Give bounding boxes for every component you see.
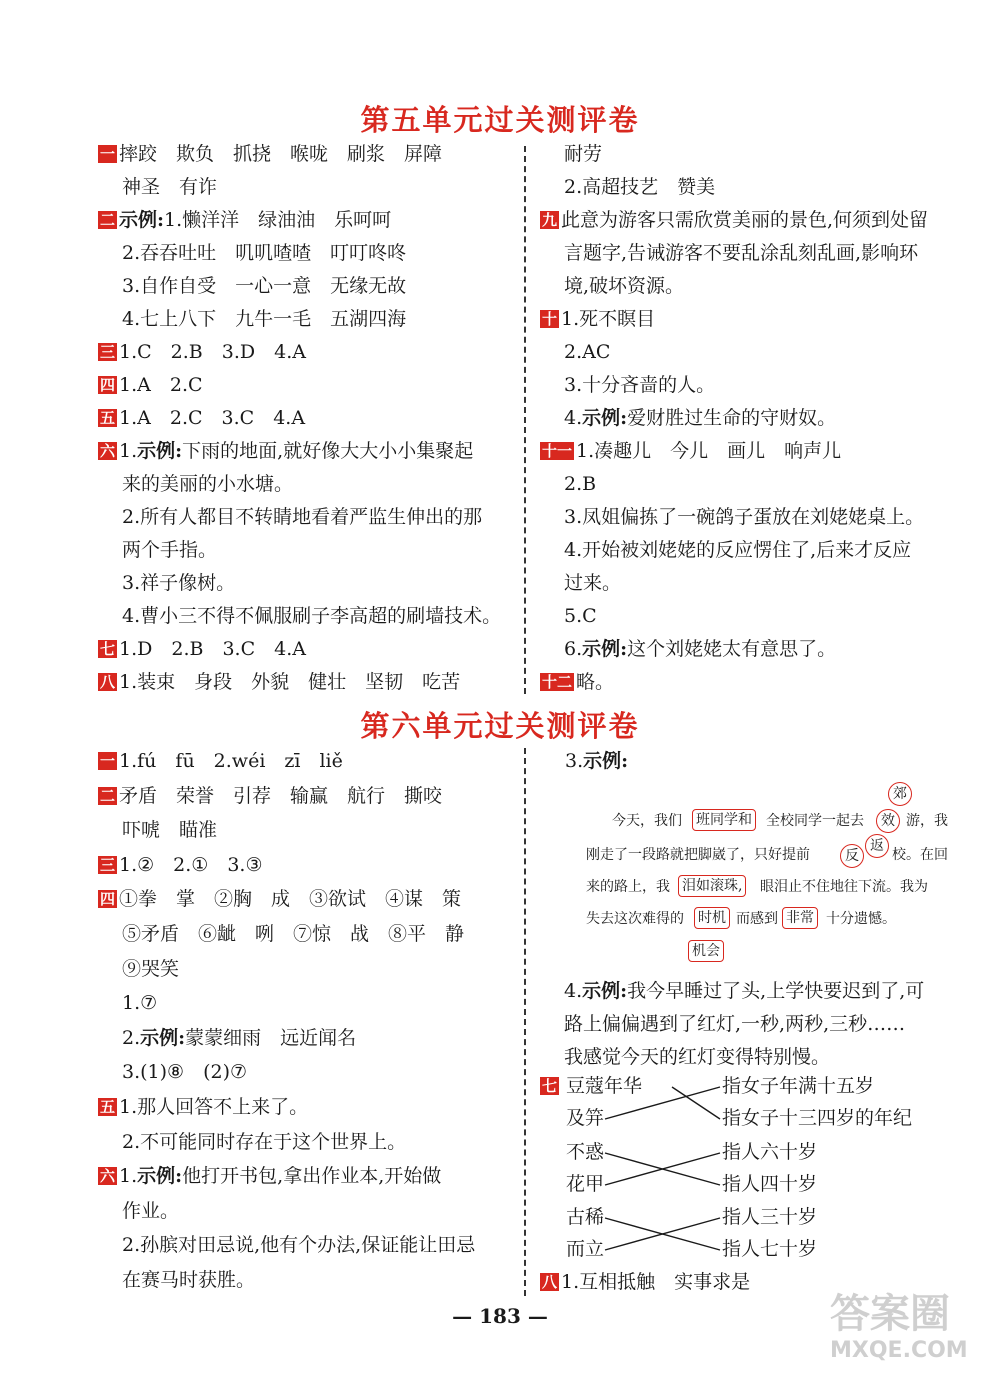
answer-line: 6.示例:这个刘姥姥太有意思了。 <box>564 638 837 660</box>
watermark: 答案圈 MXQE.COM <box>830 1291 968 1363</box>
answer-line: 3.自作自受 一心一意 无缘无故 <box>122 275 407 297</box>
answer-line: 4.示例:我今早睡过了头,上学快要迟到了,可 <box>564 980 925 1002</box>
answer-line: 一 1.fú fū 2.wéi zī liě <box>100 750 343 772</box>
question-number-badge: 八 <box>100 673 116 691</box>
correction-mark: 返 <box>865 834 889 858</box>
match-left-item: 古稀 <box>566 1206 605 1228</box>
question-number-badge: 十 <box>542 310 558 328</box>
answer-line: 3.祥子像树。 <box>122 572 236 594</box>
answer-line: 言题字,告诫游客不要乱涂乱刻乱画,影响环 <box>564 242 919 264</box>
section6-title: 第六单元过关测评卷 <box>360 709 640 743</box>
answer-line: 四 ①拳 掌 ②胸 成 ③欲试 ④谋 策 <box>100 888 462 911</box>
answer-line: 十一 1.凑趣儿 今儿 画儿 响声儿 <box>542 440 842 462</box>
answer-line: 五 1.A 2.C 3.C 4.A <box>100 407 306 429</box>
answer-line: 两个手指。 <box>122 539 218 561</box>
answer-line: 2.孙膑对田忌说,他有个办法,保证能让田忌 <box>122 1234 476 1257</box>
correction-box: 机会 <box>688 940 724 962</box>
answer-line: 一 摔跤 欺负 抓挠 喉咙 刷浆 屏障 <box>100 143 443 165</box>
answer-line: 六 1.示例:他打开书包,拿出作业本,开始做 <box>100 1165 442 1188</box>
match-left-item: 而立 <box>566 1238 605 1260</box>
match-right-item: 指女子十三四岁的年纪 <box>722 1107 913 1129</box>
question-number-badge: 六 <box>100 442 116 460</box>
deletion-box: 泪如滚珠, <box>678 875 746 897</box>
answer-line: 2.所有人都目不转睛地看着严监生伸出的那 <box>122 506 483 528</box>
question-number-badge: 三 <box>100 343 116 361</box>
answer-line: 3.示例: <box>565 750 629 772</box>
question-number-badge: 十二 <box>542 673 573 691</box>
answer-line: 三 1.C 2.B 3.D 4.A <box>100 341 306 363</box>
question-number-badge: 四 <box>100 376 116 394</box>
match-left-item: 及笄 <box>566 1107 605 1129</box>
question-number-badge: 七 <box>100 640 116 658</box>
question-number-badge: 八 <box>542 1273 558 1291</box>
answer-line: 我感觉今天的红灯变得特别慢。 <box>564 1046 831 1068</box>
answer-line: 二 矛盾 荣誉 引荐 输赢 航行 撕咬 <box>100 784 443 807</box>
answer-line: 作业。 <box>122 1199 180 1222</box>
question-number-badge: 六 <box>100 1167 116 1186</box>
match-line <box>672 1087 720 1119</box>
section5-title: 第五单元过关测评卷 <box>360 103 640 137</box>
question-number-badge: 二 <box>100 786 116 805</box>
error-circle: 反 <box>840 844 864 868</box>
answer-line: 4.曹小三不得不佩服刷子李高超的刷墙技术。 <box>122 605 502 627</box>
answer-line: ⑨哭笑 <box>122 957 180 980</box>
answer-line: 耐劳 <box>564 143 603 165</box>
answer-line: 来的美丽的小水塘。 <box>122 473 294 495</box>
match-right-item: 指人三十岁 <box>722 1206 818 1228</box>
answer-line: 三 1.② 2.① 3.③ <box>100 853 263 876</box>
match-line <box>605 1087 720 1119</box>
answer-line: 五 1.那人回答不上来了。 <box>100 1096 309 1118</box>
match-right-item: 指人六十岁 <box>722 1141 818 1163</box>
answer-line: 八 1.装束 身段 外貌 健壮 坚韧 吃苦 <box>100 671 461 693</box>
edited-passage: 郊 今天，我们 班同学和 全校同学一起去 效 游，我 返 刚走了一段路就把脚崴了，只好提前 反 校。在回 来的路上，我 泪如滚珠, 眼泪止不住地往下流。我为 失去这次难得的 时机 而感到 非常 十分遗憾。 机会 <box>560 780 960 965</box>
answer-line: 1.⑦ <box>122 992 158 1015</box>
question-number-badge: 三 <box>100 855 116 874</box>
match-left-item: 不惑 <box>566 1141 605 1163</box>
match-right-item: 指人七十岁 <box>722 1238 818 1260</box>
question-number-badge: 一 <box>100 752 116 770</box>
correction-mark: 郊 <box>888 782 912 806</box>
question-number-badge: 四 <box>100 890 116 909</box>
answer-line: 2.高超技艺 赞美 <box>564 176 716 198</box>
answer-line: 神圣 有诈 <box>122 176 218 198</box>
answer-line: 2.不可能同时存在于这个世界上。 <box>122 1130 407 1153</box>
question-number-badge: 九 <box>542 211 558 229</box>
error-circle: 效 <box>876 809 900 833</box>
answer-line: 3.凤姐偏拣了一碗鸽子蛋放在刘姥姥桌上。 <box>564 506 925 528</box>
answer-line: 十二 略。 <box>542 671 615 693</box>
answer-line: 吓唬 瞄准 <box>122 819 218 842</box>
answer-line: 路上偏偏遇到了红灯,一秒,两秒,三秒…… <box>564 1013 906 1035</box>
answer-line: 2.AC <box>564 341 611 363</box>
answer-line: 3.(1)⑧ (2)⑦ <box>122 1061 248 1084</box>
answer-line: 4.七上八下 九牛一毛 五湖四海 <box>122 308 407 330</box>
answer-line: 2.B <box>564 473 597 495</box>
answer-line: 二 示例:1.懒洋洋 绿油油 乐呵呵 <box>100 209 392 231</box>
answer-line: 九 此意为游客只需欣赏美丽的景色,何须到处留 <box>542 209 929 231</box>
match-left-item: 豆蔻年华 <box>566 1075 643 1097</box>
question-number-badge: 七 <box>542 1077 558 1095</box>
answer-line: 十 1.死不瞑目 <box>542 308 656 330</box>
deletion-box: 班同学和 <box>692 809 756 831</box>
match-right-item: 指女子年满十五岁 <box>722 1075 875 1097</box>
answer-line: 六 1.示例:下雨的地面,就好像大大小小集聚起 <box>100 440 474 462</box>
page-number: — 183 — <box>452 1304 548 1328</box>
answer-line: 八 1.互相抵触 实事求是 <box>542 1271 751 1293</box>
match-right-item: 指人四十岁 <box>722 1173 818 1195</box>
error-box: 时机 <box>694 907 730 929</box>
question-number-badge: 二 <box>100 211 116 229</box>
answer-line: 七 1.D 2.B 3.C 4.A <box>100 638 306 660</box>
answer-line: 四 1.A 2.C <box>100 374 203 396</box>
answer-line: 在赛马时获胜。 <box>122 1269 256 1291</box>
answer-line: 境,破坏资源。 <box>564 275 685 297</box>
answer-line: 3.十分吝啬的人。 <box>564 374 716 396</box>
answer-line: 2.吞吞吐吐 叽叽喳喳 叮叮咚咚 <box>122 242 407 264</box>
answer-line: 4.示例:爱财胜过生命的守财奴。 <box>564 407 837 429</box>
question-number-badge: 五 <box>100 409 116 427</box>
deletion-box: 非常 <box>782 907 818 929</box>
answer-line: 过来。 <box>564 572 622 594</box>
answer-line: 4.开始被刘姥姥的反应愣住了,后来才反应 <box>564 539 912 561</box>
answer-line: ⑤矛盾 ⑥龇 咧 ⑦惊 战 ⑧平 静 <box>122 923 465 945</box>
answer-line: 5.C <box>564 605 597 627</box>
question-number-badge: 一 <box>100 145 116 163</box>
match-left-item: 花甲 <box>566 1173 605 1195</box>
question-number-badge: 五 <box>100 1098 116 1116</box>
question-number-badge: 十一 <box>542 442 573 460</box>
answer-line: 2.示例:蒙蒙细雨 远近闻名 <box>122 1026 357 1049</box>
